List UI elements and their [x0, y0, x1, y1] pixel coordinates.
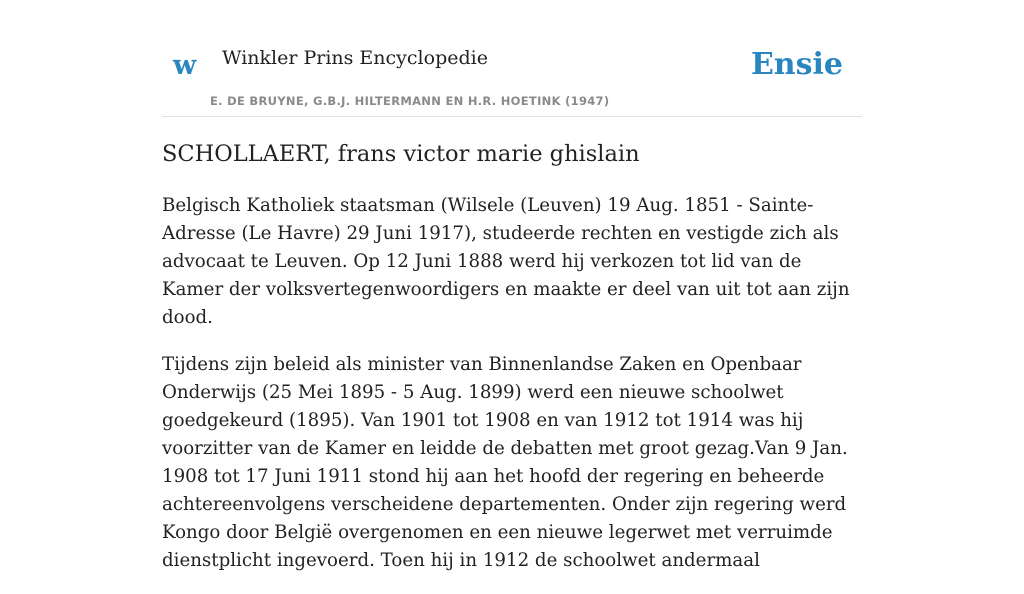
publication-authors: E. DE BRUYNE, G.B.J. HILTERMANN EN H.R. HOETINK (1947) — [210, 94, 610, 108]
ensie-logo[interactable]: Ensie — [750, 47, 843, 82]
article-body — [162, 192, 862, 594]
article-paragraph: Belgisch Katholiek staatsman (Wilsele (Leuven) 19 Aug. 1851 - Sainte-Adresse (Le Havre) 29 Juni 1917), studeerde rechten en vestigde zich als advocaat te Leuven. Op 12 Juni 1888 werd hij verkozen tot lid van de Kamer der volksvertegenwoordigers en maakte er deel van uit tot aan zijn dood. — [162, 195, 850, 328]
article-title: SCHOLLAERT, frans victor marie ghislain — [162, 141, 640, 167]
site-header — [162, 0, 862, 117]
article-paragraph: Tijdens zijn beleid als minister van Binnenlandse Zaken en Openbaar Onderwijs (25 Mei 1895 - 5 Aug. 1899) werd een nieuwe schoolwet goedgekeurd (1895). Van 1901 tot 1908 en van 1912 tot 1914 was hij voorzitter van de Kamer en leidde de debatten met groot gezag.Van 9 Jan. 1908 tot 17 Juni 1911 stond hij aan het hoofd der regering en beheerde achtereenvolgens verscheidene departementen. Onder zijn regering werd Kongo door België overgenomen en een nieuwe legerwet met verruimde dienstplicht ingevoerd. Toen hij in 1912 de schoolwet andermaal — [162, 354, 848, 571]
publication-title[interactable]: Winkler Prins Encyclopedie — [222, 47, 488, 69]
publication-logo-icon[interactable]: w — [173, 50, 197, 81]
